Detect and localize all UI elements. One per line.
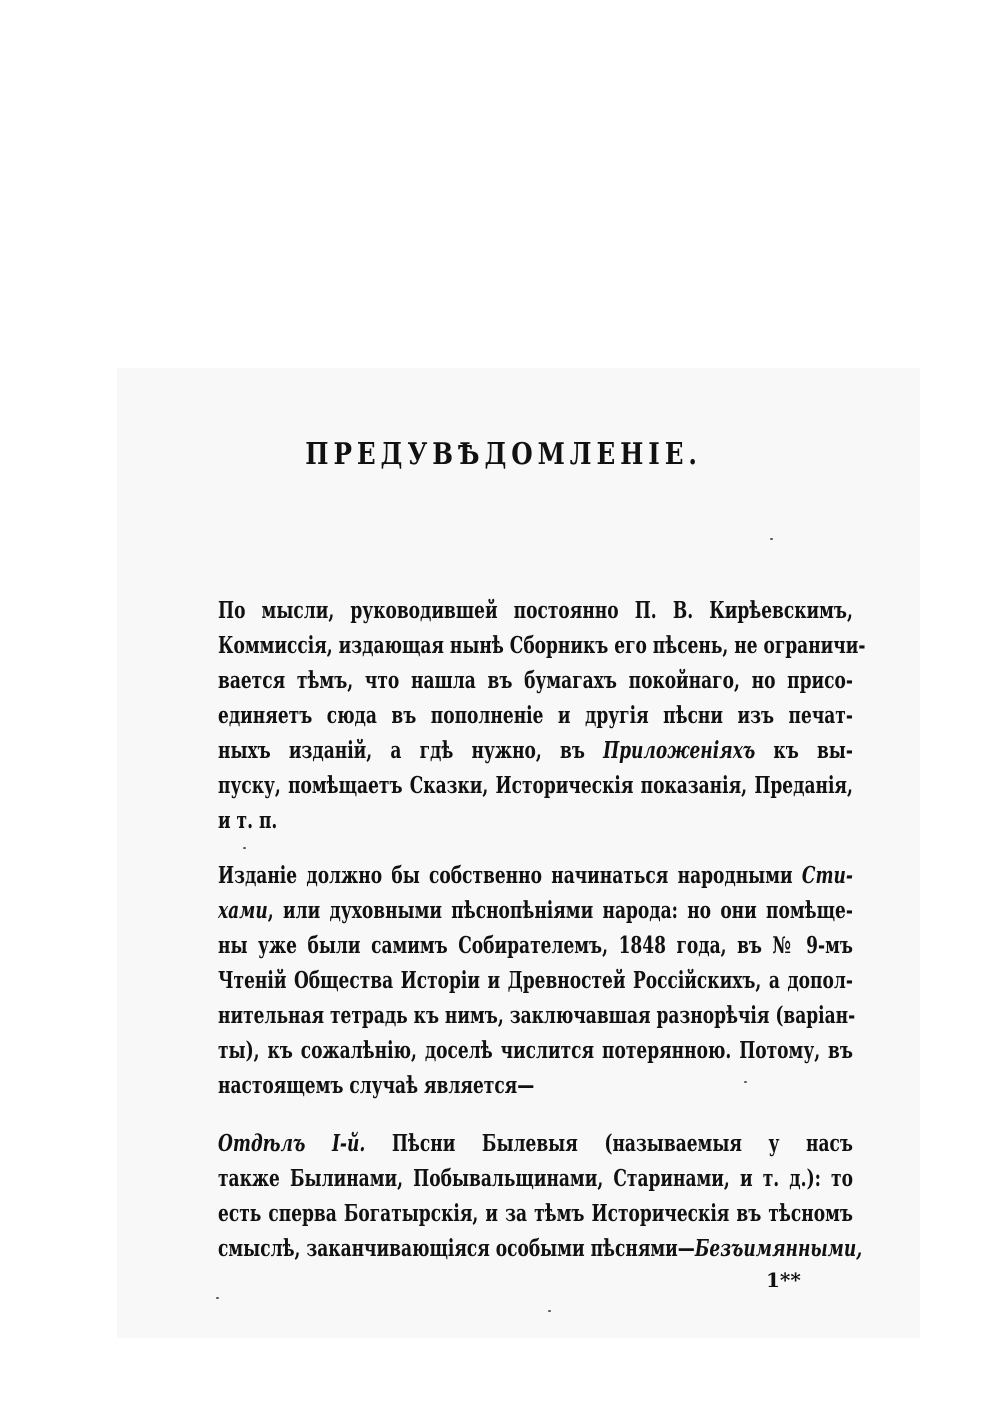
italic-term: Приложеніяхъ	[603, 737, 756, 764]
text-run: Изданіе должно бы собственно начинаться народными	[218, 862, 802, 889]
text-line: ны уже были самимъ Собирателемъ, 1848 года, въ № 9-мъ	[218, 932, 853, 959]
paragraph-1	[218, 593, 866, 838]
text-line: единяетъ сюда въ пополненіе и другія пѣсни изъ печат-	[218, 702, 853, 729]
italic-term: Безъимянными,	[694, 1235, 863, 1262]
scan-speck	[548, 1310, 551, 1312]
italic-term: хами	[218, 897, 268, 924]
text-line	[218, 1231, 863, 1266]
text-run: къ вы-	[755, 737, 853, 764]
text-line: Чтеній Общества Исторіи и Древностей Россійскихъ, а допол-	[218, 967, 853, 994]
text-run: ныхъ изданій, а гдѣ нужно, въ	[218, 737, 604, 764]
italic-term: Сти-	[801, 862, 853, 889]
text-line	[218, 858, 853, 893]
scan-speck	[744, 1081, 747, 1083]
paragraph-3	[218, 1126, 863, 1266]
text-line: По мысли, руководившей постоянно П. В. Кирѣевскимъ,	[218, 597, 853, 624]
scan-speck	[243, 847, 246, 849]
text-line: и т. п.	[218, 807, 278, 834]
text-line: также Былинами, Побывальщинами, Старинами, и т. д.): то	[218, 1165, 853, 1192]
text-run: , или духовными пѣснопѣніями народа: но они помѣще-	[267, 897, 853, 924]
text-line: есть сперва Богатырскія, и за тѣмъ Историческія въ тѣсномъ	[218, 1200, 853, 1227]
page-title: ПРЕДУВѢДОМЛЕНІЕ.	[305, 437, 702, 472]
text-line	[218, 1126, 853, 1161]
scan-speck	[216, 1297, 219, 1299]
text-line: настоящемъ случаѣ является—	[218, 1072, 535, 1099]
text-line: ты), къ сожалѣнію, доселѣ числится потерянною. Потому, въ	[218, 1037, 853, 1064]
text-line: вается тѣмъ, что нашла въ бумагахъ покойнаго, но присо-	[218, 667, 853, 694]
signature-mark: 1**	[766, 1268, 801, 1292]
text-line	[218, 893, 853, 928]
scan-speck	[770, 538, 773, 540]
text-run: смыслѣ, заканчивающіяся особыми пѣснями—	[218, 1235, 695, 1262]
section-label: Отдѣлъ I-й.	[218, 1130, 366, 1157]
text-line: пуску, помѣщаетъ Сказки, Историческія показанія, Преданія,	[218, 772, 853, 799]
text-run: Пѣсни Былевыя (называемыя у насъ	[365, 1130, 853, 1157]
text-line	[218, 733, 853, 768]
text-line: Коммиссія, издающая нынѣ Сборникъ его пѣсень, не ограничи-	[218, 632, 866, 659]
paragraph-2	[218, 858, 856, 1103]
text-line: нительная тетрадь къ нимъ, заключавшая разнорѣчія (варіан-	[218, 1002, 856, 1029]
